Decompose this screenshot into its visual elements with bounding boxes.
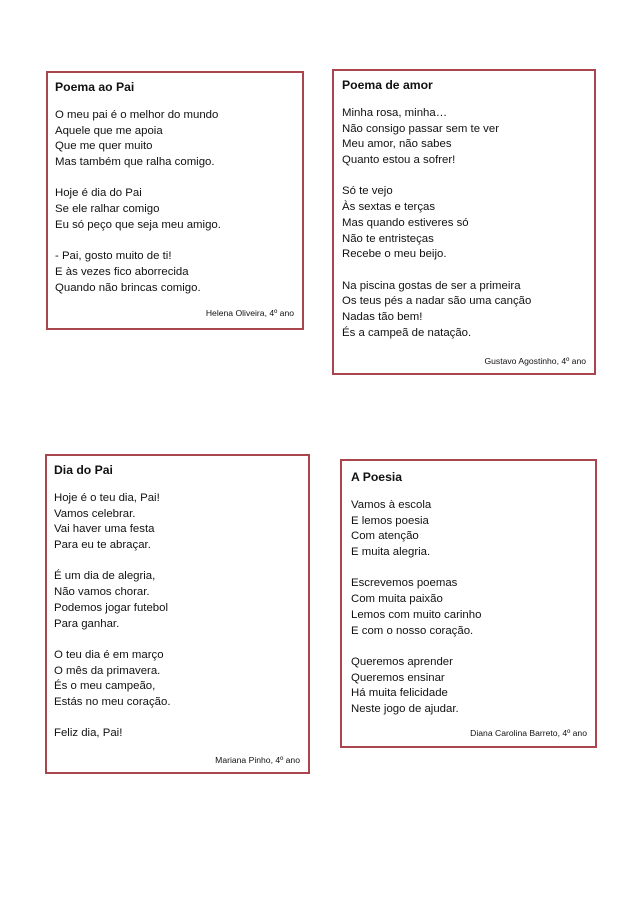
poem-line: O mês da primavera.	[54, 664, 161, 677]
poem-line: Podemos jogar futebol	[54, 601, 168, 614]
poem-title: Dia do Pai	[54, 463, 113, 477]
poem-line: Aquele que me apoia	[55, 124, 163, 137]
poem-line: Há muita felicidade	[351, 687, 448, 700]
poem-author: Helena Oliveira, 4º ano	[205, 308, 294, 319]
poem-stanza	[54, 648, 300, 711]
poem-line: Nadas tão bem!	[342, 310, 423, 323]
poem-line: És a campeã de natação.	[342, 326, 472, 339]
poem-card-poema-ao-pai	[46, 71, 304, 330]
poem-stanza	[54, 491, 300, 554]
poem-stanza	[342, 106, 586, 169]
poem-line: Que me quer muito	[55, 140, 153, 153]
poem-stanza	[54, 726, 300, 742]
poem-line: Minha rosa, minha…	[342, 107, 448, 119]
poem-line: É um dia de alegria,	[54, 570, 156, 583]
poem-line: Quando não brincas comigo.	[55, 281, 201, 294]
poem-line: Mas também que ralha comigo.	[55, 156, 215, 169]
poem-stanza	[351, 655, 587, 718]
poem-line: Com atenção	[351, 530, 419, 543]
poem-line: E às vezes fico aborrecida	[55, 265, 189, 278]
poem-line: Meu amor, não sabes	[342, 138, 452, 151]
poem-line: O meu pai é o melhor do mundo	[55, 109, 219, 121]
poem-line: O teu dia é em março	[54, 648, 164, 661]
poem-card-dia-do-pai	[45, 454, 310, 774]
poem-line: Recebe o meu beijo.	[342, 248, 447, 261]
poem-line: Para eu te abraçar.	[54, 539, 151, 552]
poem-line: Hoje é o teu dia, Pai!	[54, 492, 160, 504]
poem-line: Mas quando estiveres só	[342, 216, 469, 229]
poem-stanza	[342, 184, 586, 262]
poem-line: Estás no meu coração.	[54, 695, 171, 708]
poem-stanza	[55, 249, 294, 296]
poem-line: Quanto estou a sofrer!	[342, 154, 456, 167]
poem-line: Não vamos chorar.	[54, 586, 150, 599]
poem-line: Se ele ralhar comigo	[55, 203, 160, 216]
poem-line: És o meu campeão,	[54, 680, 156, 693]
poem-card-poema-de-amor	[332, 69, 596, 375]
poem-stanza	[55, 108, 294, 171]
poem-line: E muita alegria.	[351, 546, 431, 559]
poem-author: Diana Carolina Barreto, 4º ano	[470, 727, 587, 738]
poem-title: Poema ao Pai	[55, 80, 135, 94]
poem-line: Vamos celebrar.	[54, 507, 136, 520]
poem-line: Neste jogo de ajudar.	[351, 702, 459, 715]
poem-line: Escrevemos poemas	[351, 577, 458, 590]
poem-line: Não consigo passar sem te ver	[342, 122, 500, 135]
poem-line: Queremos aprender	[351, 655, 453, 668]
poem-line: E com o nosso coração.	[351, 624, 474, 637]
poem-line: Às sextas e terças	[342, 201, 436, 214]
poem-author: Gustavo Agostinho, 4º ano	[484, 356, 586, 367]
poem-line: Feliz dia, Pai!	[54, 727, 123, 740]
poem-author: Mariana Pinho, 4º ano	[215, 755, 300, 765]
poem-card-a-poesia	[340, 459, 597, 748]
poem-stanza	[55, 186, 294, 233]
poem-line: - Pai, gosto muito de ti!	[55, 250, 172, 263]
poem-line: Não te entristeças	[342, 232, 434, 245]
poem-line: Queremos ensinar	[351, 671, 445, 684]
poem-stanza	[54, 569, 300, 632]
poem-line: Lemos com muito carinho	[351, 608, 482, 621]
poem-title: Poema de amor	[342, 78, 433, 92]
poem-title: A Poesia	[351, 470, 403, 484]
poem-line: Com muita paixão	[351, 593, 443, 606]
poem-line: Os teus pés a nadar são uma canção	[342, 295, 532, 308]
poem-line: Para ganhar.	[54, 617, 120, 630]
poem-stanza	[351, 576, 587, 639]
poem-line: Na piscina gostas de ser a primeira	[342, 279, 521, 292]
poem-line: Vamos à escola	[351, 499, 432, 511]
poem-line: Hoje é dia do Pai	[55, 187, 142, 200]
poem-stanza	[351, 498, 587, 561]
poem-line: E lemos poesia	[351, 514, 429, 527]
poem-line: Só te vejo	[342, 185, 393, 198]
poem-stanza	[342, 279, 586, 342]
poem-line: Eu só peço que seja meu amigo.	[55, 218, 221, 231]
poem-line: Vai haver uma festa	[54, 523, 155, 536]
